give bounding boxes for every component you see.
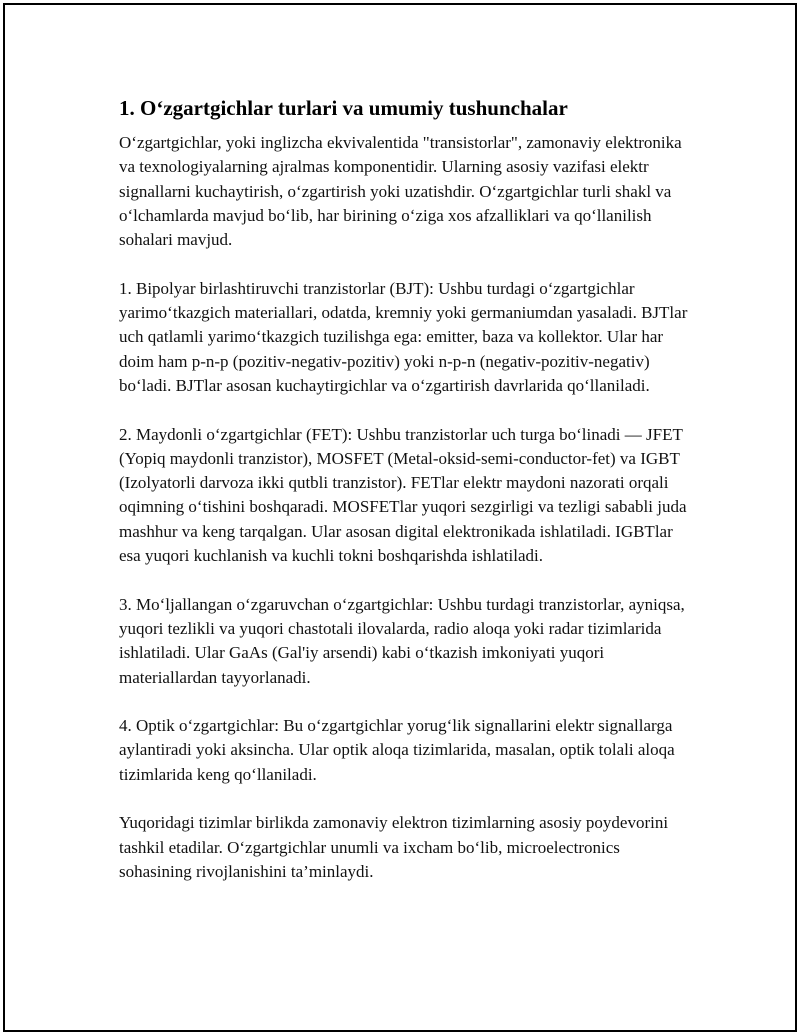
paragraph-rf-transistors: 3. Mo‘ljallangan o‘zgaruvchan o‘zgartgichlar: Ushbu turdagi tranzistorlar, ayniqsa, yuqori tezlikli va yuqori chastotali ilovalarda, radio aloqa yoki radar tizimlarida ishlatiladi. Ular GaAs (Gal'iy arsendi) kabi o‘tkazish imkoniyati yuqori materiallardan tayyorlanadi. xyxy=(119,594,685,687)
paragraph-intro: O‘zgartgichlar, yoki inglizcha ekvivalentida "transistorlar", zamonaviy elektronika va texnologiyalarning ajralmas komponentidir. Ularning asosiy vazifasi elektr signallarni kuchaytirish, o‘zgartirish yoki uzatishdir. O‘zgartgichlar turli shakl va o‘lchamlarda mavjud bo‘lib, har birining o‘ziga xos afzalliklari va qo‘llanilish sohalari mavjud. xyxy=(119,133,682,250)
document-body xyxy=(119,93,694,884)
document-page xyxy=(3,3,797,1032)
paragraph-bjt: 1. Bipolyar birlashtiruvchi tranzistorlar (BJT): Ushbu turdagi o‘zgartgichlar yarimo‘tkazgich materiallari, odatda, kremniy yoki germaniumdan yasaladi. BJTlar uch qatlamli yarimo‘tkazgich tuzilishga ega: emitter, baza va kollektor. Ular har doim ham p-n-p (pozitiv-negativ-pozitiv) yoki n-p-n (negativ-pozitiv-negativ) bo‘ladi. BJTlar asosan kuchaytirgichlar va o‘zgartirish davrlarida qo‘llaniladi. xyxy=(119,278,688,395)
paragraph-fet: 2. Maydonli o‘zgartgichlar (FET): Ushbu tranzistorlar uch turga bo‘linadi — JFET (Yopiq maydonli tranzistor), MOSFET (Metal-oksid-semi-conductor-fet) va IGBT (Izolyatorli darvoza ikki qutbli tranzistor). FETlar elektr maydoni nazorati orqali oqimning o‘tishini boshqaradi. MOSFETlar yuqori sezgirligi va tezligi sababli juda mashhur va keng tarqalgan. Ular asosan digital elektronikada ishlatiladi. IGBTlar esa yuqori kuchlanish va kuchli tokni boshqarishda ishlatiladi. xyxy=(119,424,687,566)
document-title: 1. O‘zgartgichlar turlari va umumiy tushunchalar xyxy=(119,96,568,120)
paragraph-conclusion: Yuqoridagi tizimlar birlikda zamonaviy elektron tizimlarning asosiy poydevorini tashkil etadilar. O‘zgartgichlar unumli va ixcham bo‘lib, microelectronics sohasining rivojlanishini ta’minlaydi. xyxy=(119,813,669,881)
paragraph-optical: 4. Optik o‘zgartgichlar: Bu o‘zgartgichlar yorug‘lik signallarini elektr signallarga aylantiradi yoki aksincha. Ular optik aloqa tizimlarida, masalan, optik tolali aloqa tizimlarida keng qo‘llaniladi. xyxy=(119,716,675,784)
